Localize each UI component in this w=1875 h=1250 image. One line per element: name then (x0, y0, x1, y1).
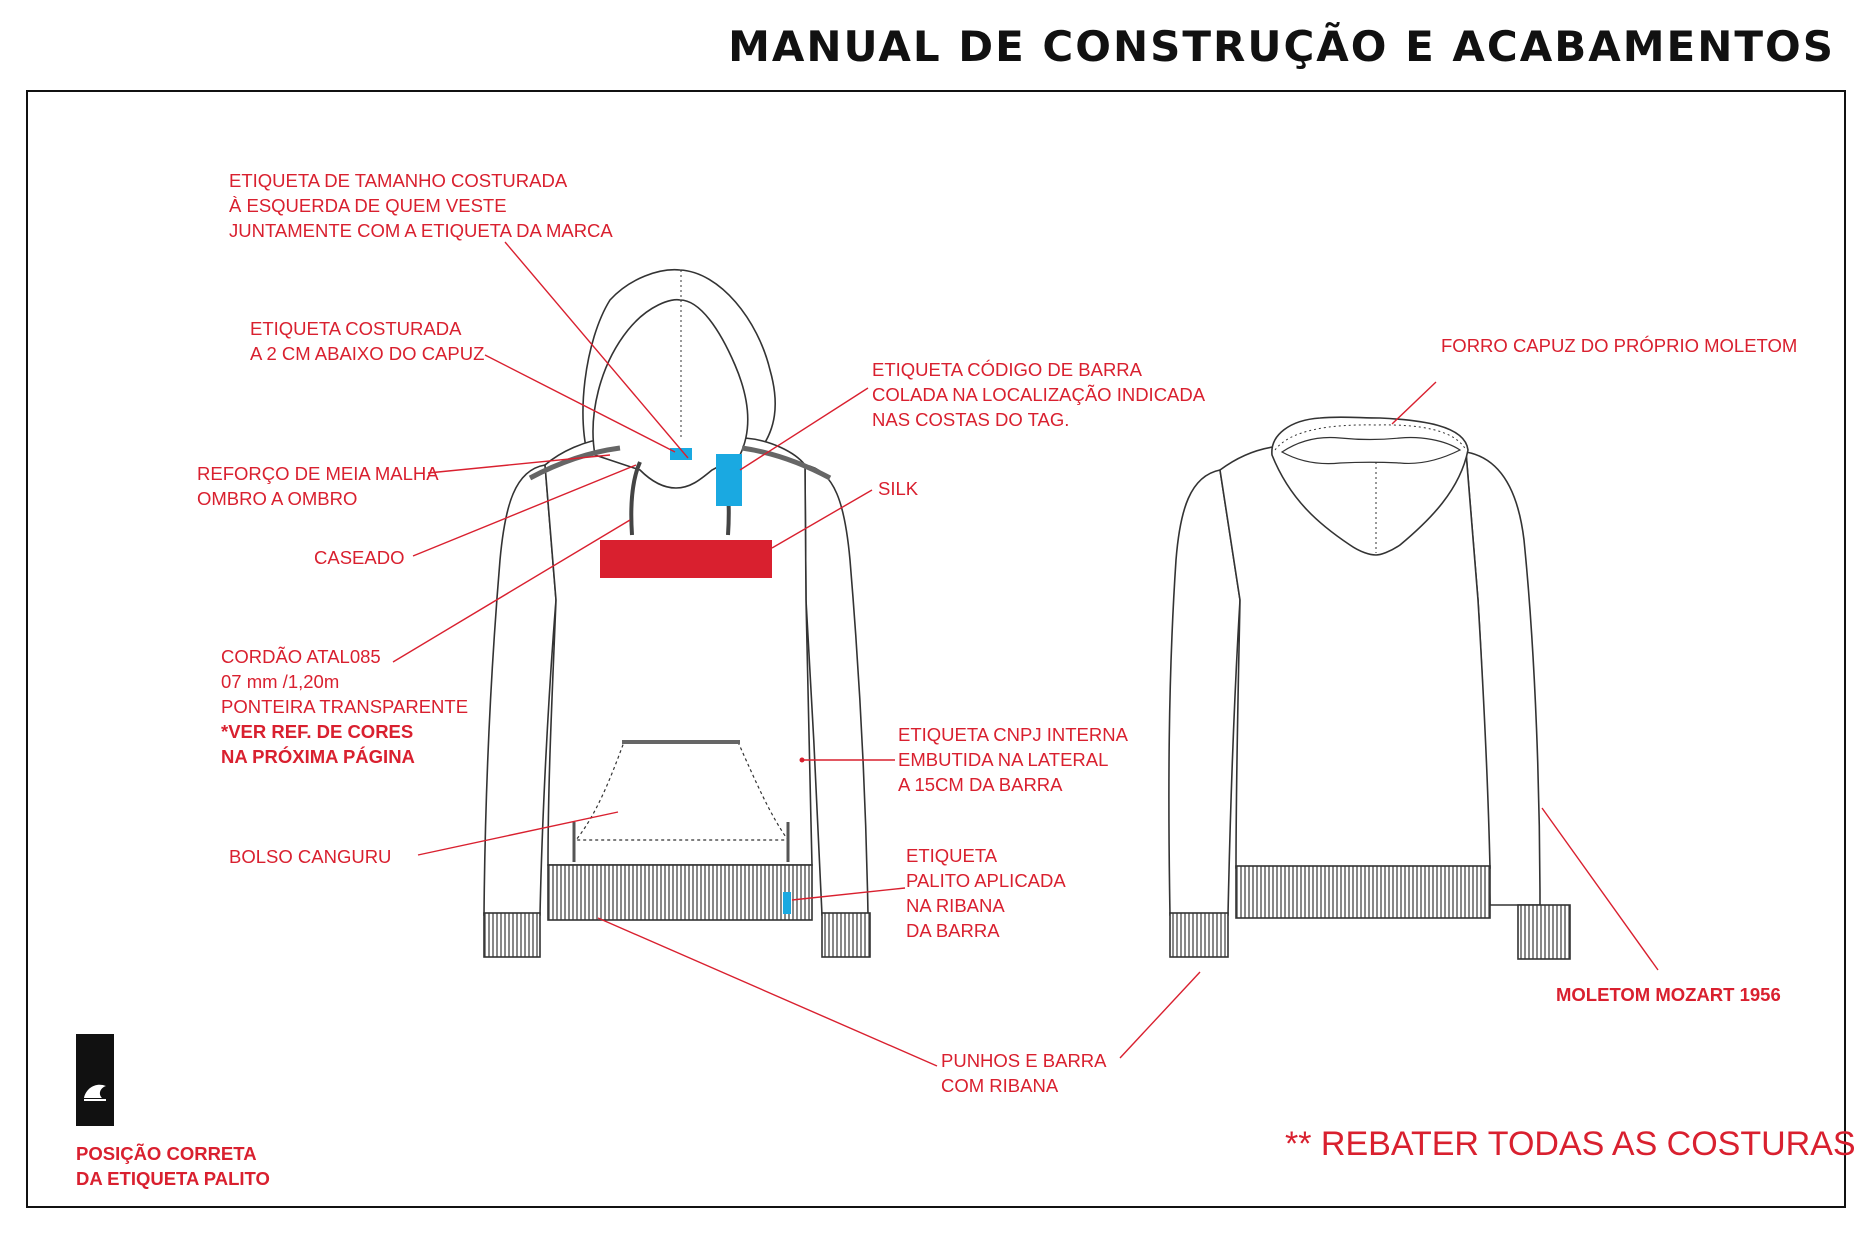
annotation-fabric: MOLETOM MOZART 1956 (1556, 984, 1781, 1005)
back-waistband-ribbing (1236, 866, 1490, 918)
page-title: MANUAL DE CONSTRUÇÃO E ACABAMENTOS (728, 22, 1835, 71)
back-left-sleeve (1169, 470, 1240, 915)
annotation-drawcord: CORDÃO ATAL085 07 mm /1,20m PONTEIRA TRANSPARENTE *VER REF. DE CORES NA PRÓXIMA PÁGINA (221, 646, 469, 767)
front-right-cuff (822, 913, 870, 957)
front-left-sleeve (484, 465, 556, 915)
leader-ribbing-back (1120, 972, 1200, 1058)
quiksilver-logo-tag (76, 1034, 114, 1126)
annotation-silk: SILK (878, 478, 919, 499)
leader-hood-lining (1392, 382, 1436, 424)
annotation-stick-position: POSIÇÃO CORRETA DA ETIQUETA PALITO (76, 1143, 270, 1189)
back-right-cuff (1518, 905, 1570, 959)
stick-label-tag (783, 892, 791, 914)
annotation-size-label: ETIQUETA DE TAMANHO COSTURADA À ESQUERDA DE QUEM VESTE JUNTAMENTE COM A ETIQUETA DA MARCA (229, 170, 613, 241)
annotation-buttonhole: CASEADO (314, 547, 405, 568)
annotation-pocket: BOLSO CANGURU (229, 846, 392, 867)
back-left-cuff (1170, 913, 1228, 957)
annotation-cnpj: ETIQUETA CNPJ INTERNA EMBUTIDA NA LATERAL A 15CM DA BARRA (898, 724, 1128, 795)
annotation-hood-lining: FORRO CAPUZ DO PRÓPRIO MOLETOM (1441, 335, 1798, 356)
annotation-barcode: ETIQUETA CÓDIGO DE BARRA COLADA NA LOCALIZAÇÃO INDICADA NAS COSTAS DO TAG. (872, 359, 1206, 430)
barcode-label-tag (716, 454, 742, 506)
annotation-ribbing: PUNHOS E BARRA COM RIBANA (941, 1050, 1107, 1096)
back-view (1169, 417, 1570, 959)
front-left-cuff (484, 913, 540, 957)
front-view (484, 270, 870, 957)
front-waistband-ribbing (548, 865, 812, 920)
annotation-reinforcement: REFORÇO DE MEIA MALHA OMBRO A OMBRO (197, 463, 439, 509)
annotation-stick-label: ETIQUETA PALITO APLICADA NA RIBANA DA BARRA (906, 845, 1066, 941)
silk-print-area (600, 540, 772, 578)
seams-note: ** REBATER TODAS AS COSTURAS (1285, 1125, 1856, 1163)
leader-ribbing-front (598, 918, 937, 1066)
front-right-sleeve (805, 465, 868, 915)
annotation-sewn-label: ETIQUETA COSTURADA A 2 CM ABAIXO DO CAPUZ (250, 318, 485, 364)
back-hood-lining (1282, 438, 1460, 464)
drawcord-color-note: *VER REF. DE CORES (221, 721, 414, 742)
